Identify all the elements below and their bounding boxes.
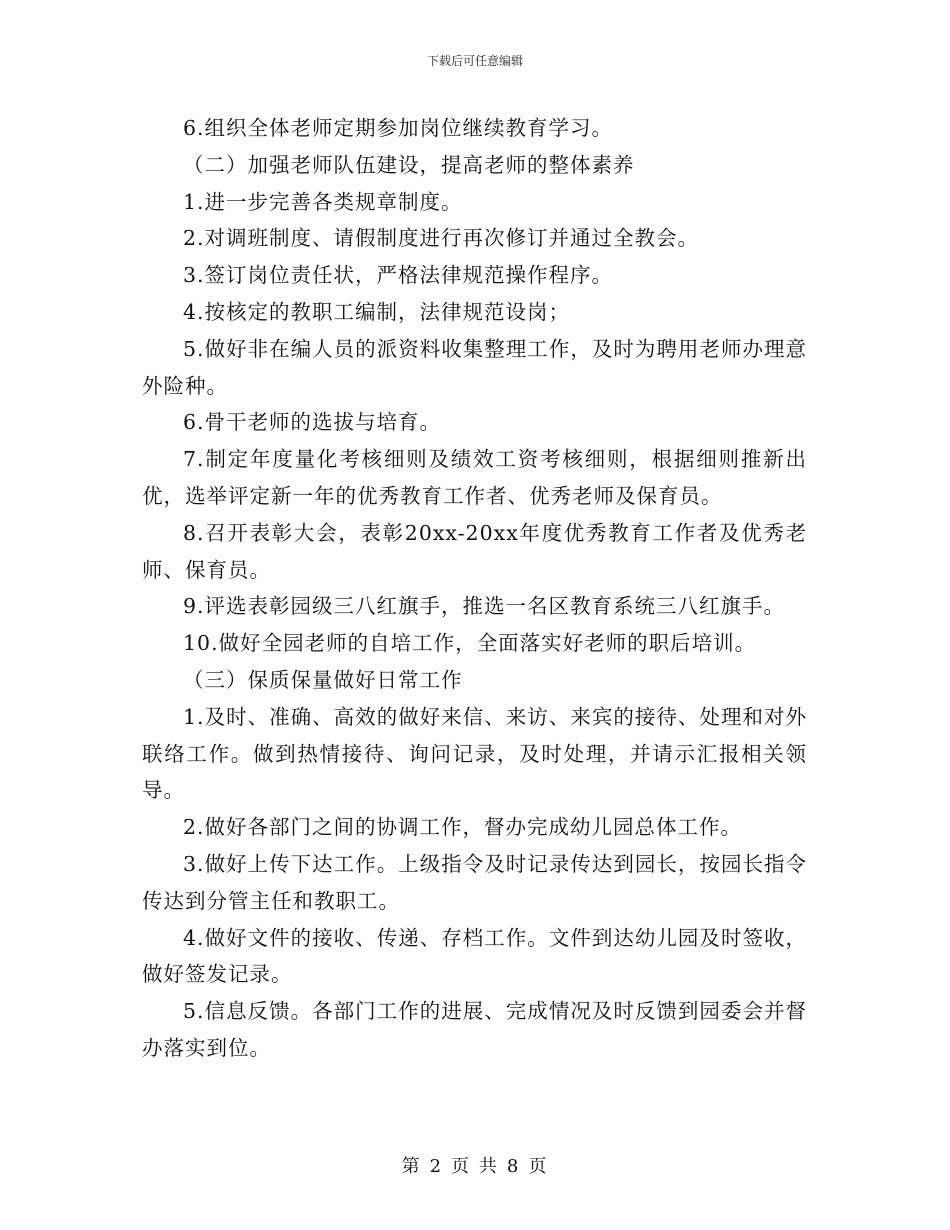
total-pages-number: 8 (506, 1156, 521, 1177)
paragraph-item-3-responsibility: 3.签订岗位责任状，严格法律规范操作程序。 (183, 263, 614, 288)
paragraph-item-1-regulations: 1.进一步完善各类规章制度。 (183, 189, 463, 214)
section-heading-3: （三）保质保量做好日常工作 (183, 667, 463, 692)
paragraph-item-3-communication: 3.做好上传下达工作。上级指令及时记录传达到园长，按园长指令传达到分管主任和教职工。 (142, 851, 807, 913)
paragraph-item-5-feedback: 5.信息反馈。各部门工作的进展、完成情况及时反馈到园委会并督办落实到位。 (142, 999, 807, 1060)
paragraph-item-6-backbone: 6.骨干老师的选拔与培育。 (183, 410, 442, 435)
paragraph-item-10-self-training: 10.做好全园老师的自培工作，全面落实好老师的职后培训。 (183, 631, 757, 656)
paragraph-item-9-election: 9.评选表彰园级三八红旗手，推选一名区教育系统三八红旗手。 (183, 594, 786, 619)
paragraph-item-6-training: 6.组织全体老师定期参加岗位继续教育学习。 (183, 116, 614, 140)
page-number-footer (0, 1152, 950, 1178)
footer-prefix: 第 (401, 1156, 422, 1177)
paragraph-item-8-commendation: 8.召开表彰大会，表彰20xx-20xx年度优秀教育工作者及优秀老师、保育员。 (142, 520, 807, 582)
document-body (142, 110, 807, 1067)
page-header: 下载后可任意编辑 (426, 54, 523, 68)
section-heading-2: （二）加强老师队伍建设，提高老师的整体素养 (183, 152, 635, 177)
paragraph-item-5-insurance: 5.做好非在编人员的派资料收集整理工作，及时为聘用老师办理意外险种。 (142, 336, 807, 398)
paragraph-item-4-documents: 4.做好文件的接收、传递、存档工作。文件到达幼儿园及时签收，做好签发记录。 (142, 925, 807, 987)
current-page-number: 2 (429, 1156, 444, 1177)
paragraph-item-4-staffing: 4.按核定的教职工编制，法律规范设岗； (183, 299, 571, 324)
paragraph-item-7-assessment: 7.制定年度量化考核细则及绩效工资考核细则，根据细则推新出优，选举评定新一年的优秀教育工作者、优秀老师及保育员。 (142, 447, 807, 508)
paragraph-item-2-coordination: 2.做好各部门之间的协调工作，督办完成幼儿园总体工作。 (183, 815, 743, 840)
paragraph-item-2-leave-system: 2.对调班制度、请假制度进行再次修订并通过全教会。 (183, 226, 700, 251)
footer-suffix: 页 (528, 1156, 549, 1177)
paragraph-item-1-reception: 1.及时、准确、高效的做好来信、来访、来宾的接待、处理和对外联络工作。做到热情接待、询问记录，及时处理，并请示汇报相关领导。 (142, 704, 807, 803)
footer-middle: 页 共 (451, 1156, 499, 1177)
